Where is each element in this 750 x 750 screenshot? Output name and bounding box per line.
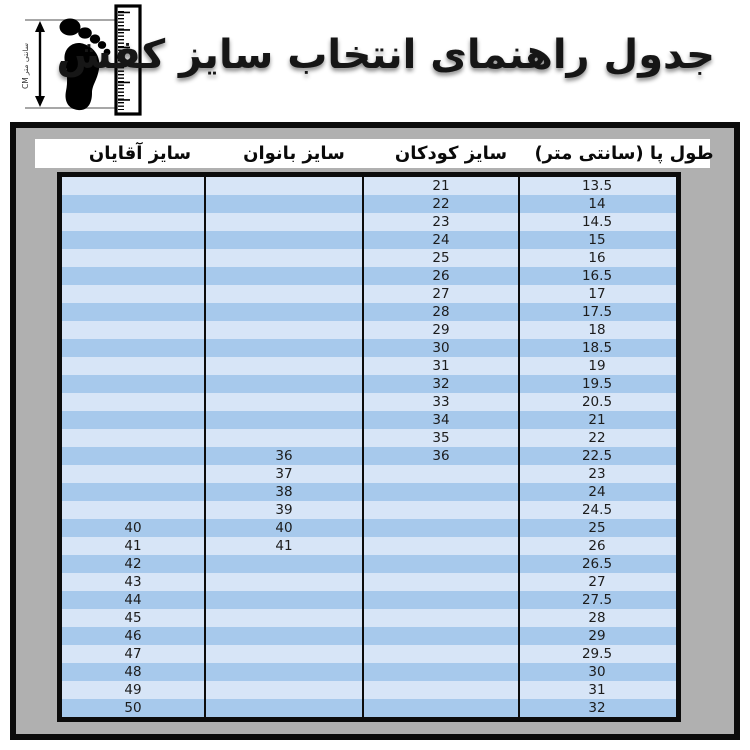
men-size-cell bbox=[62, 411, 206, 429]
table-row bbox=[62, 321, 676, 339]
women-size-cell bbox=[206, 627, 364, 645]
header-women-size: سایز بانوان bbox=[243, 143, 345, 164]
women-size-cell bbox=[206, 213, 364, 231]
children-size-cell: 24 bbox=[364, 231, 520, 249]
table-row bbox=[62, 681, 676, 699]
children-size-cell: 28 bbox=[364, 303, 520, 321]
table-row bbox=[62, 303, 676, 321]
table-row bbox=[62, 627, 676, 645]
table-row bbox=[62, 285, 676, 303]
children-size-cell: 33 bbox=[364, 393, 520, 411]
foot-length-cell: 13.5 bbox=[581, 178, 613, 194]
foot-length-cell: 26 bbox=[588, 538, 606, 554]
men-size-cell: 46 bbox=[62, 627, 206, 645]
table-row bbox=[62, 591, 676, 609]
women-size-cell bbox=[206, 699, 364, 717]
children-size-cell: 21 bbox=[364, 177, 520, 195]
children-size-cell: 27 bbox=[364, 285, 520, 303]
table-row bbox=[62, 357, 676, 375]
foot-length-cell: 16.5 bbox=[581, 268, 613, 284]
children-size-cell: 31 bbox=[364, 357, 520, 375]
foot-length-cell: 29.5 bbox=[581, 646, 613, 662]
table-row bbox=[62, 663, 676, 681]
foot-length-cell: 28 bbox=[588, 610, 606, 626]
foot-length-cell: 26.5 bbox=[581, 556, 613, 572]
men-size-cell: 41 bbox=[62, 537, 206, 555]
men-size-cell bbox=[62, 483, 206, 501]
men-size-cell bbox=[62, 303, 206, 321]
women-size-cell bbox=[206, 555, 364, 573]
women-size-cell: 38 bbox=[206, 483, 364, 501]
children-size-cell bbox=[364, 591, 520, 609]
foot-length-cell: 18.5 bbox=[581, 340, 613, 356]
children-size-cell bbox=[364, 699, 520, 717]
double-arrow-icon bbox=[35, 21, 45, 107]
women-size-cell bbox=[206, 429, 364, 447]
women-size-cell bbox=[206, 663, 364, 681]
foot-length-cell: 24 bbox=[588, 484, 606, 500]
table-row bbox=[62, 555, 676, 573]
women-size-cell bbox=[206, 303, 364, 321]
children-size-cell: 23 bbox=[364, 213, 520, 231]
table-row bbox=[62, 609, 676, 627]
men-size-cell bbox=[62, 213, 206, 231]
women-size-cell bbox=[206, 591, 364, 609]
women-size-cell bbox=[206, 321, 364, 339]
header-men-size: سایز آقایان bbox=[88, 143, 192, 164]
men-size-cell: 44 bbox=[62, 591, 206, 609]
foot-length-cell: 27 bbox=[588, 574, 606, 590]
foot-length-cell: 32 bbox=[588, 700, 606, 716]
cm-unit-label: CM سانتی متر bbox=[21, 42, 30, 90]
men-size-cell bbox=[62, 195, 206, 213]
size-chart-frame bbox=[10, 122, 740, 740]
table-header-strip bbox=[35, 139, 714, 168]
children-size-cell: 29 bbox=[364, 321, 520, 339]
women-size-cell: 41 bbox=[206, 537, 364, 555]
size-table bbox=[57, 172, 681, 722]
children-size-cell bbox=[364, 681, 520, 699]
women-size-cell bbox=[206, 267, 364, 285]
table-row bbox=[62, 393, 676, 411]
children-size-cell bbox=[364, 609, 520, 627]
foot-length-cell: 14 bbox=[588, 196, 606, 212]
women-size-cell bbox=[206, 339, 364, 357]
women-size-cell: 39 bbox=[206, 501, 364, 519]
women-size-cell bbox=[206, 573, 364, 591]
women-size-cell bbox=[206, 249, 364, 267]
women-size-cell: 36 bbox=[206, 447, 364, 465]
foot-length-cell: 23 bbox=[588, 466, 606, 482]
men-size-cell bbox=[62, 339, 206, 357]
foot-length-cell: 14.5 bbox=[581, 214, 613, 230]
table-row bbox=[62, 465, 676, 483]
men-size-cell: 49 bbox=[62, 681, 206, 699]
men-size-cell bbox=[62, 465, 206, 483]
men-size-cell: 47 bbox=[62, 645, 206, 663]
men-size-cell: 42 bbox=[62, 555, 206, 573]
foot-length-cell: 19 bbox=[588, 358, 606, 374]
men-size-cell bbox=[62, 429, 206, 447]
men-size-cell bbox=[62, 393, 206, 411]
table-row bbox=[62, 195, 676, 213]
women-size-cell: 37 bbox=[206, 465, 364, 483]
women-size-cell: 40 bbox=[206, 519, 364, 537]
header-foot-length: طول پا (سانتی متر) bbox=[534, 143, 714, 164]
table-row bbox=[62, 213, 676, 231]
children-size-cell: 35 bbox=[364, 429, 520, 447]
table-row bbox=[62, 483, 676, 501]
children-size-cell bbox=[364, 465, 520, 483]
children-size-cell bbox=[364, 483, 520, 501]
table-row bbox=[62, 411, 676, 429]
children-size-cell: 22 bbox=[364, 195, 520, 213]
children-size-cell bbox=[364, 501, 520, 519]
page-title: جدول راهنمای انتخاب سایز کفش bbox=[56, 32, 715, 78]
foot-length-cell: 24.5 bbox=[581, 502, 613, 518]
foot-length-cell: 21 bbox=[588, 412, 606, 428]
men-size-cell: 48 bbox=[62, 663, 206, 681]
women-size-cell bbox=[206, 609, 364, 627]
women-size-cell bbox=[206, 357, 364, 375]
children-size-cell bbox=[364, 519, 520, 537]
table-row bbox=[62, 249, 676, 267]
men-size-cell: 40 bbox=[62, 519, 206, 537]
women-size-cell bbox=[206, 411, 364, 429]
foot-length-cell: 31 bbox=[588, 682, 606, 698]
children-size-cell: 34 bbox=[364, 411, 520, 429]
children-size-cell bbox=[364, 663, 520, 681]
foot-length-cell: 15 bbox=[588, 232, 606, 248]
men-size-cell bbox=[62, 267, 206, 285]
men-size-cell bbox=[62, 357, 206, 375]
women-size-cell bbox=[206, 285, 364, 303]
men-size-cell bbox=[62, 177, 206, 195]
women-size-cell bbox=[206, 645, 364, 663]
children-size-cell bbox=[364, 537, 520, 555]
women-size-cell bbox=[206, 375, 364, 393]
table-row bbox=[62, 537, 676, 555]
men-size-cell: 45 bbox=[62, 609, 206, 627]
men-size-cell bbox=[62, 231, 206, 249]
children-size-cell bbox=[364, 573, 520, 591]
children-size-cell: 25 bbox=[364, 249, 520, 267]
table-row bbox=[62, 519, 676, 537]
women-size-cell bbox=[206, 393, 364, 411]
table-row bbox=[62, 429, 676, 447]
children-size-cell bbox=[364, 627, 520, 645]
header-children-size: سایز کودکان bbox=[394, 143, 508, 164]
table-row bbox=[62, 339, 676, 357]
foot-length-cell: 25 bbox=[588, 520, 606, 536]
men-size-cell bbox=[62, 285, 206, 303]
men-size-cell bbox=[62, 501, 206, 519]
table-row bbox=[62, 231, 676, 249]
foot-length-cell: 29 bbox=[588, 628, 606, 644]
foot-length-cell: 22.5 bbox=[581, 448, 613, 464]
table-row bbox=[62, 699, 676, 717]
men-size-cell: 43 bbox=[62, 573, 206, 591]
table-row bbox=[62, 573, 676, 591]
children-size-cell: 30 bbox=[364, 339, 520, 357]
men-size-cell bbox=[62, 447, 206, 465]
table-row bbox=[62, 447, 676, 465]
table-row bbox=[62, 177, 676, 195]
foot-length-cell: 19.5 bbox=[581, 376, 613, 392]
foot-length-cell: 27.5 bbox=[581, 592, 613, 608]
men-size-cell bbox=[62, 375, 206, 393]
foot-length-cell: 17.5 bbox=[581, 304, 613, 320]
foot-length-cell: 30 bbox=[588, 664, 606, 680]
children-size-cell: 26 bbox=[364, 267, 520, 285]
children-size-cell bbox=[364, 555, 520, 573]
table-row bbox=[62, 375, 676, 393]
children-size-cell: 32 bbox=[364, 375, 520, 393]
table-row bbox=[62, 267, 676, 285]
foot-length-cell: 18 bbox=[588, 322, 606, 338]
foot-length-cell: 22 bbox=[588, 430, 606, 446]
women-size-cell bbox=[206, 195, 364, 213]
women-size-cell bbox=[206, 231, 364, 249]
children-size-cell bbox=[364, 645, 520, 663]
foot-length-cell: 16 bbox=[588, 250, 606, 266]
foot-length-cell: 20.5 bbox=[581, 394, 613, 410]
women-size-cell bbox=[206, 681, 364, 699]
children-size-cell: 36 bbox=[364, 447, 520, 465]
men-size-cell bbox=[62, 321, 206, 339]
men-size-cell: 50 bbox=[62, 699, 206, 717]
foot-length-cell: 17 bbox=[588, 286, 606, 302]
men-size-cell bbox=[62, 249, 206, 267]
women-size-cell bbox=[206, 177, 364, 195]
table-row bbox=[62, 645, 676, 663]
table-row bbox=[62, 501, 676, 519]
